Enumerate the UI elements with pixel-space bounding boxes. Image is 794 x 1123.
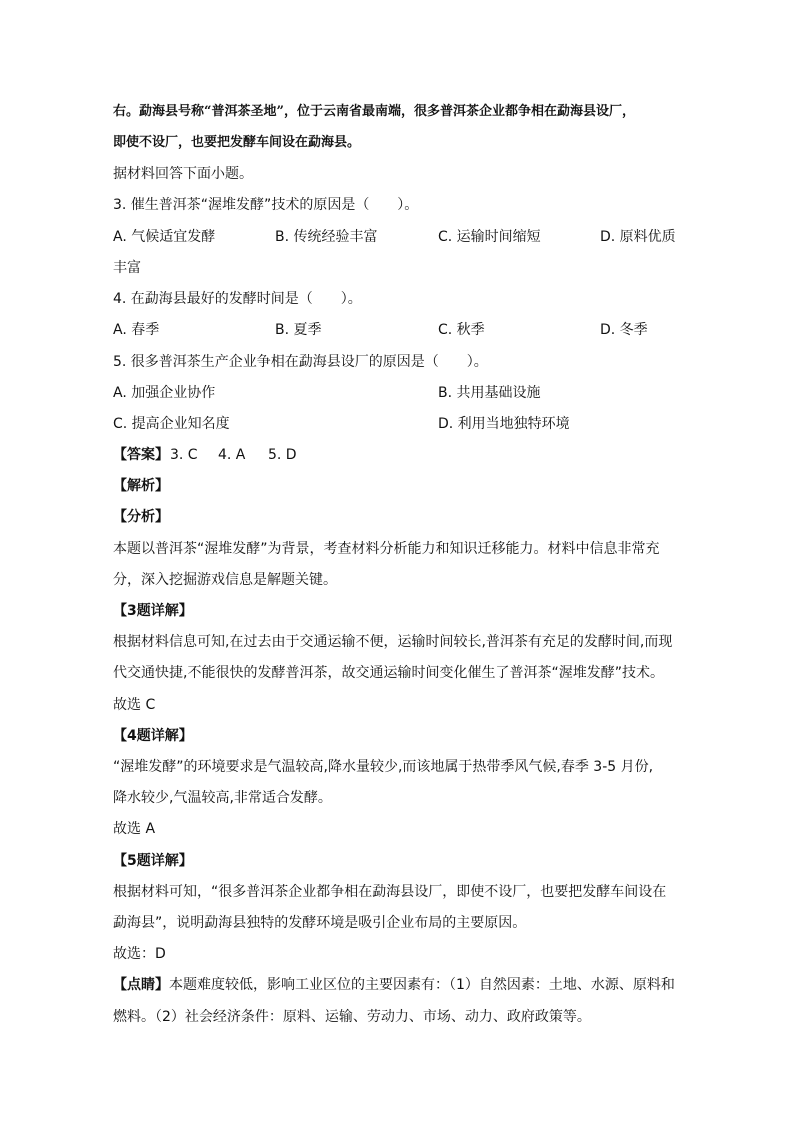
question-3-option-a: A. 气候适宜发酵 [113, 229, 216, 245]
q3-detail-heading: 【3题详解】 [113, 603, 193, 619]
question-4-option-c: C. 秋季 [438, 322, 485, 338]
question-5-option-a: A. 加强企业协作 [113, 385, 216, 401]
answer-item-3: 3. C [170, 447, 198, 463]
dianjing-label: 【点睛】 [113, 977, 169, 993]
instruction: 据材料回答下面小题。 [113, 166, 253, 182]
question-3-stem: 3. 催生普洱茶“渥堆发酵”技术的原因是（ ）。 [113, 197, 419, 213]
q5-choice: 故选：D [113, 946, 166, 962]
material-line-1: 右。勐海县号称“普洱茶圣地”，位于云南省最南端，很多普洱茶企业都争相在勐海县设厂， [113, 104, 635, 119]
question-3-option-c: C. 运输时间缩短 [438, 229, 541, 245]
answer-item-5: 5. D [268, 447, 297, 463]
q4-detail-heading: 【4题详解】 [113, 728, 193, 744]
analysis-heading: 【解析】 [113, 478, 169, 494]
question-5-option-d: D. 利用当地独特环境 [438, 416, 570, 432]
question-4-option-b: B. 夏季 [275, 322, 322, 338]
q4-detail-line-2: 降水较少,气温较高,非常适合发酵。 [113, 790, 332, 806]
q5-detail-heading: 【5题详解】 [113, 853, 193, 869]
question-3-option-d: D. 原料优质 [600, 229, 676, 245]
q5-detail-line-1: 根据材料可知，“很多普洱茶企业都争相在勐海县设厂，即使不设厂，也要把发酵车间设在 [113, 884, 667, 900]
dianjing-line-1 [113, 975, 675, 995]
question-4-stem: 4. 在勐海县最好的发酵时间是（ ）。 [113, 291, 362, 307]
question-4-option-d: D. 冬季 [600, 322, 648, 338]
q3-choice: 故选 C [113, 697, 156, 713]
question-5-stem: 5. 很多普洱茶生产企业争相在勐海县设厂的原因是（ ）。 [113, 354, 488, 370]
dianjing-text-1: 本题难度较低，影响工业区位的主要因素有：（1）自然因素：土地、水源、原料和 [169, 977, 675, 993]
answer-item-4: 4. A [218, 447, 246, 463]
question-5-option-c: C. 提高企业知名度 [113, 416, 230, 432]
q5-detail-line-2: 勐海县”，说明勐海县独特的发酵环境是吸引企业布局的主要原因。 [113, 915, 527, 931]
answer-label: 【答案】 [113, 447, 169, 463]
question-3-option-d-wrap: 丰富 [113, 260, 141, 276]
q4-detail-line-1: “渥堆发酵”的环境要求是气温较高,降水量较少,而该地属于热带季风气候,春季 3-5 月份, [113, 759, 654, 775]
question-3-option-b: B. 传统经验丰富 [275, 229, 378, 245]
fenxi-heading: 【分析】 [113, 509, 169, 525]
material-line-2: 即使不设厂，也要把发酵车间设在勐海县。 [113, 135, 361, 150]
fenxi-line-2: 分，深入挖掘游戏信息是解题关键。 [113, 572, 337, 588]
question-5-option-b: B. 共用基础设施 [438, 385, 541, 401]
q4-choice: 故选 A [113, 821, 156, 837]
fenxi-line-1: 本题以普洱茶“渥堆发酵”为背景，考查材料分析能力和知识迁移能力。材料中信息非常充 [113, 541, 660, 557]
q3-detail-line-2: 代交通快捷,不能很快的发酵普洱茶，故交通运输时间变化催生了普洱茶“渥堆发酵”技术。 [113, 665, 664, 681]
dianjing-line-2: 燃料。（2）社会经济条件：原料、运输、劳动力、市场、动力、政府政策等。 [113, 1009, 591, 1025]
q3-detail-line-1: 根据材料信息可知,在过去由于交通运输不便，运输时间较长,普洱茶有充足的发酵时间,而现 [113, 634, 673, 650]
question-4-option-a: A. 春季 [113, 322, 160, 338]
